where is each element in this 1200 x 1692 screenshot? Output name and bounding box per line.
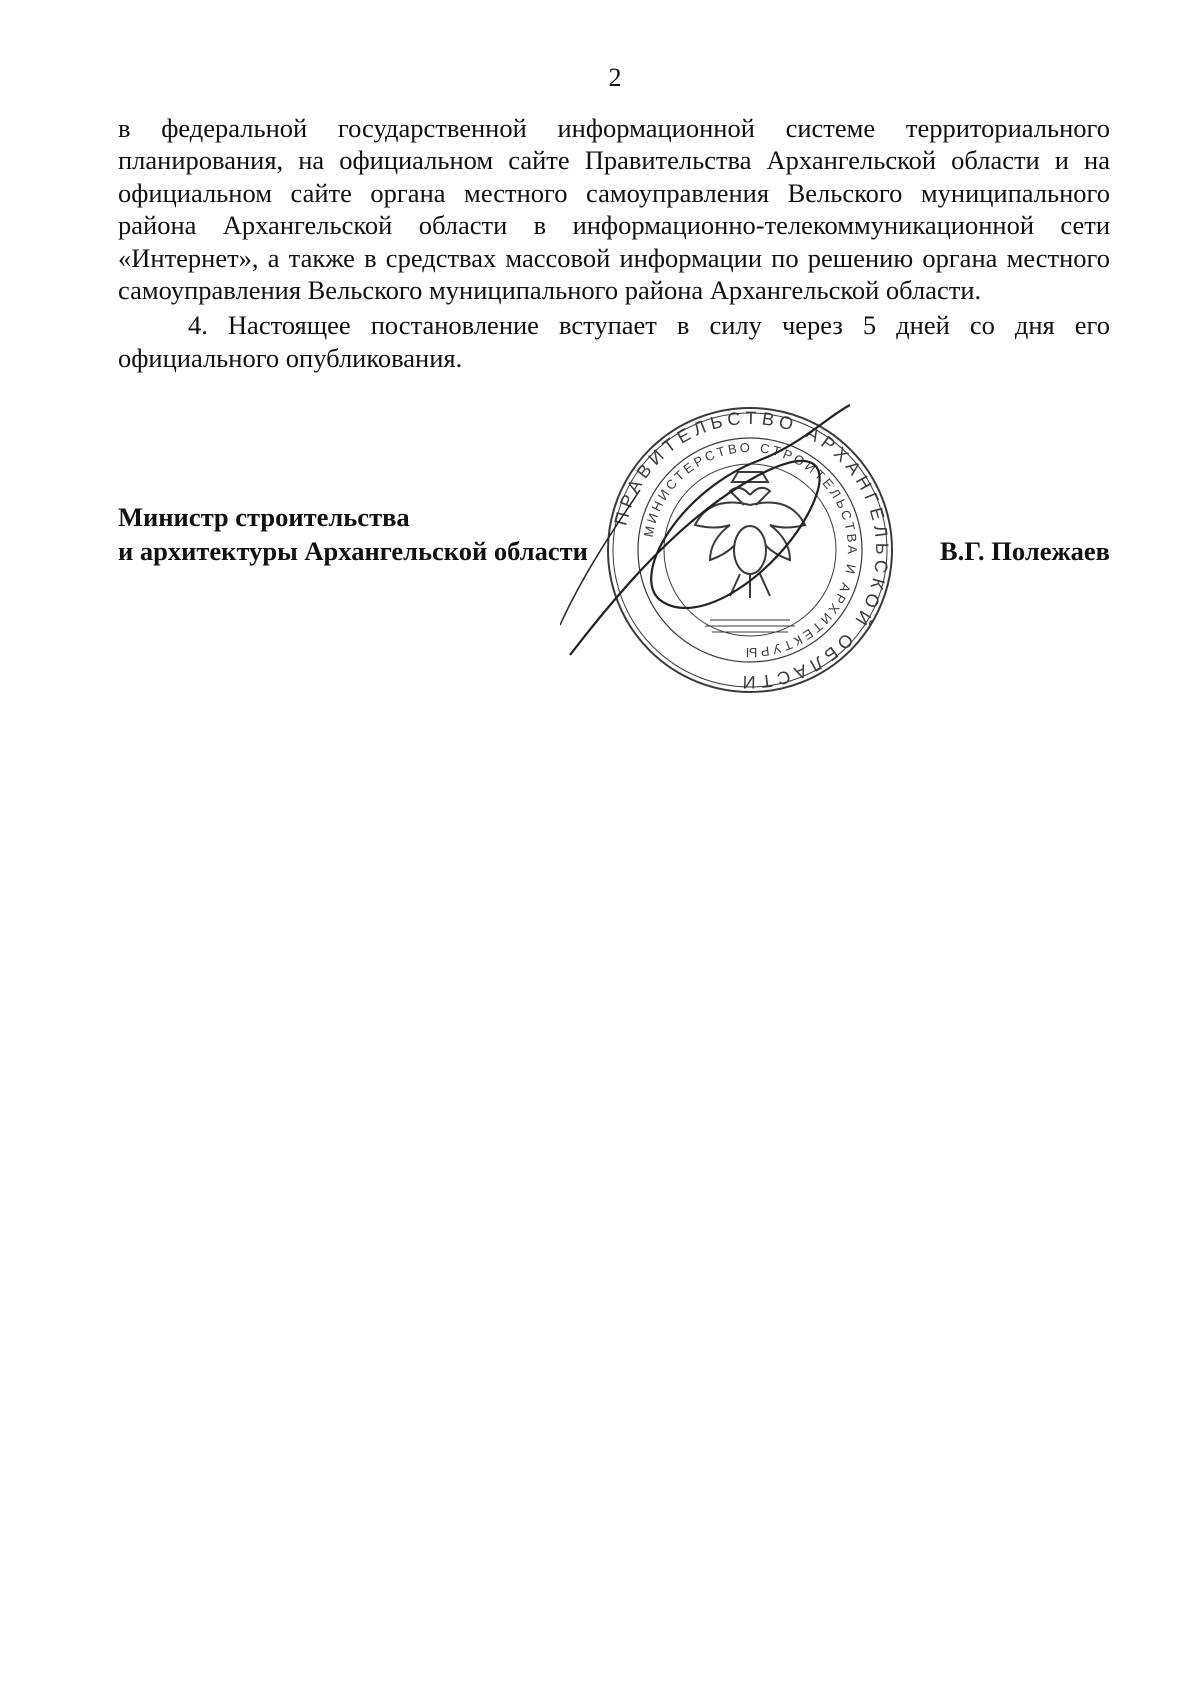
document-body	[118, 112, 1110, 374]
handwritten-signature	[560, 400, 860, 660]
signatory-position-line-1: Министр строительства	[118, 502, 410, 532]
signatory-position-line-2: и архитектуры Архангельской области	[118, 536, 588, 566]
page-number: 2	[608, 63, 622, 92]
signatory-name: В.Г. Полежаев	[939, 536, 1110, 566]
seal-inner-text: МИНИСТЕРСТВО СТРОИТЕЛЬСТВА И АРХИТЕКТУРЫ	[640, 439, 861, 661]
seal-outer-text: ПРАВИТЕЛЬСТВО АРХАНГЕЛЬСКОЙ ОБЛАСТИ	[610, 407, 893, 693]
paragraph-continuation: в федеральной государственной информационной системе территориального планирования, на официальном сайте Правительства Архангельской области и на официальном сайте органа местного самоуправления Вельского муниципального района Архангельской области в информационно-телекоммуникационной сети «Интернет», а также в средствах массовой информации по решению органа местного самоуправления Вельского муниципального района Архангельской области.	[118, 113, 1110, 306]
clause-4: 4. Настоящее постановление вступает в силу через 5 дней со дня его официального опубликования.	[118, 310, 1110, 373]
signatory-position	[118, 500, 588, 568]
